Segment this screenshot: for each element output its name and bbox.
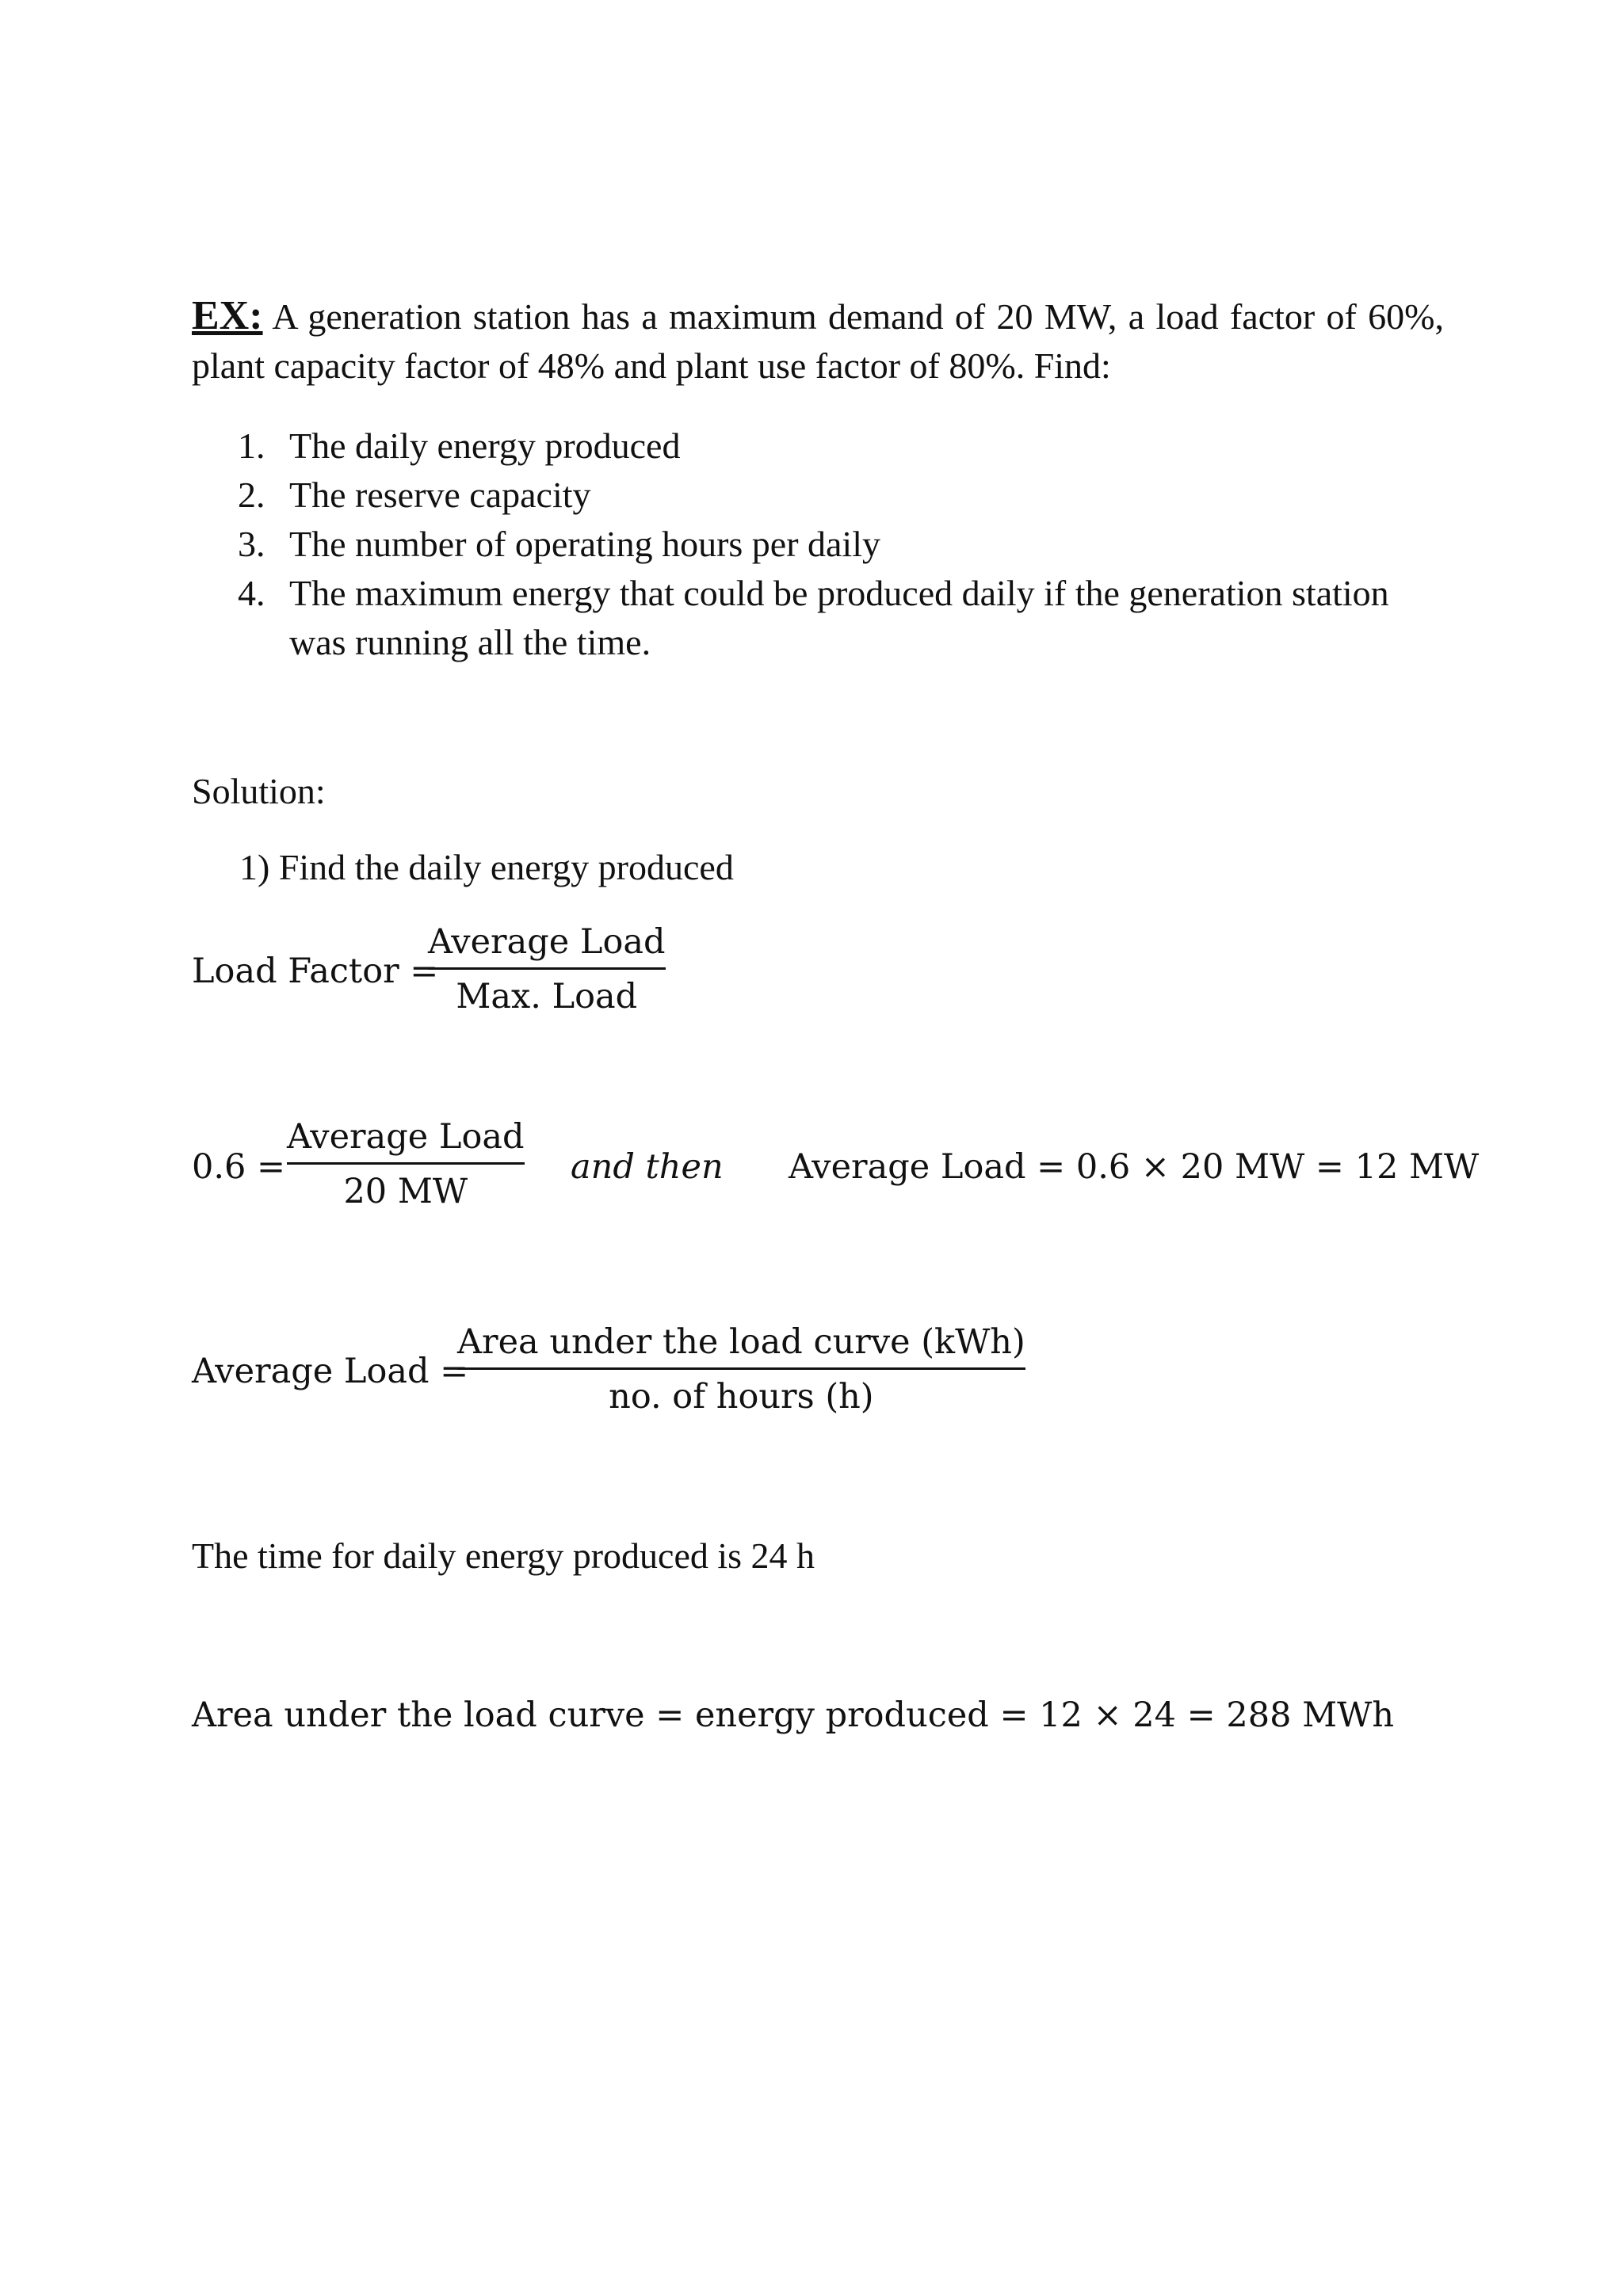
question-number: 4.	[238, 573, 265, 613]
fraction	[428, 920, 666, 1019]
question-number: 2.	[238, 475, 265, 515]
fraction	[287, 1115, 525, 1214]
fraction-denominator: Max. Load	[456, 977, 638, 1016]
solution-heading: Solution:	[192, 771, 326, 811]
question-number: 1.	[238, 425, 265, 466]
step-heading: 1) Find the daily energy produced	[239, 847, 734, 887]
question-number: 3.	[238, 524, 265, 564]
equation-lhs: 0.6 =	[192, 1147, 286, 1187]
fraction-numerator: Area under the load curve (kWh)	[457, 1322, 1025, 1362]
fraction-bar	[457, 1367, 1025, 1370]
connector-text: and then	[571, 1147, 724, 1187]
fraction-denominator: no. of hours (h)	[609, 1377, 874, 1417]
fraction	[457, 1320, 1025, 1419]
fraction-bar	[287, 1162, 525, 1165]
question-text: The reserve capacity	[289, 475, 591, 515]
question-text: The daily energy produced	[289, 425, 681, 466]
fraction-bar	[428, 967, 666, 970]
note-text: The time for daily energy produced is 24 h	[192, 1535, 815, 1576]
question-text: The number of operating hours per daily	[289, 524, 880, 564]
fraction-denominator: 20 MW	[343, 1172, 468, 1211]
question-text: The maximum energy that could be produced daily if the generation station	[289, 573, 1389, 613]
question-text-continued: was running all the time.	[289, 622, 651, 662]
problem-statement	[192, 292, 1444, 391]
fraction-numerator: Average Load	[287, 1117, 525, 1157]
example-label: EX:	[192, 293, 263, 338]
problem-text: A generation station has a maximum demand of 20 MW, a load factor of 60%, plant capacity factor of 48% and plant use factor of 80%. Find:	[192, 296, 1444, 386]
fraction-numerator: Average Load	[428, 922, 666, 962]
equation-final: Area under the load curve = energy produced = 12 × 24 = 288 MWh	[192, 1695, 1395, 1735]
equation-lhs: Average Load =	[192, 1352, 469, 1391]
equation-result: Average Load = 0.6 × 20 MW = 12 MW	[789, 1147, 1480, 1187]
equation-lhs: Load Factor =	[192, 952, 439, 991]
